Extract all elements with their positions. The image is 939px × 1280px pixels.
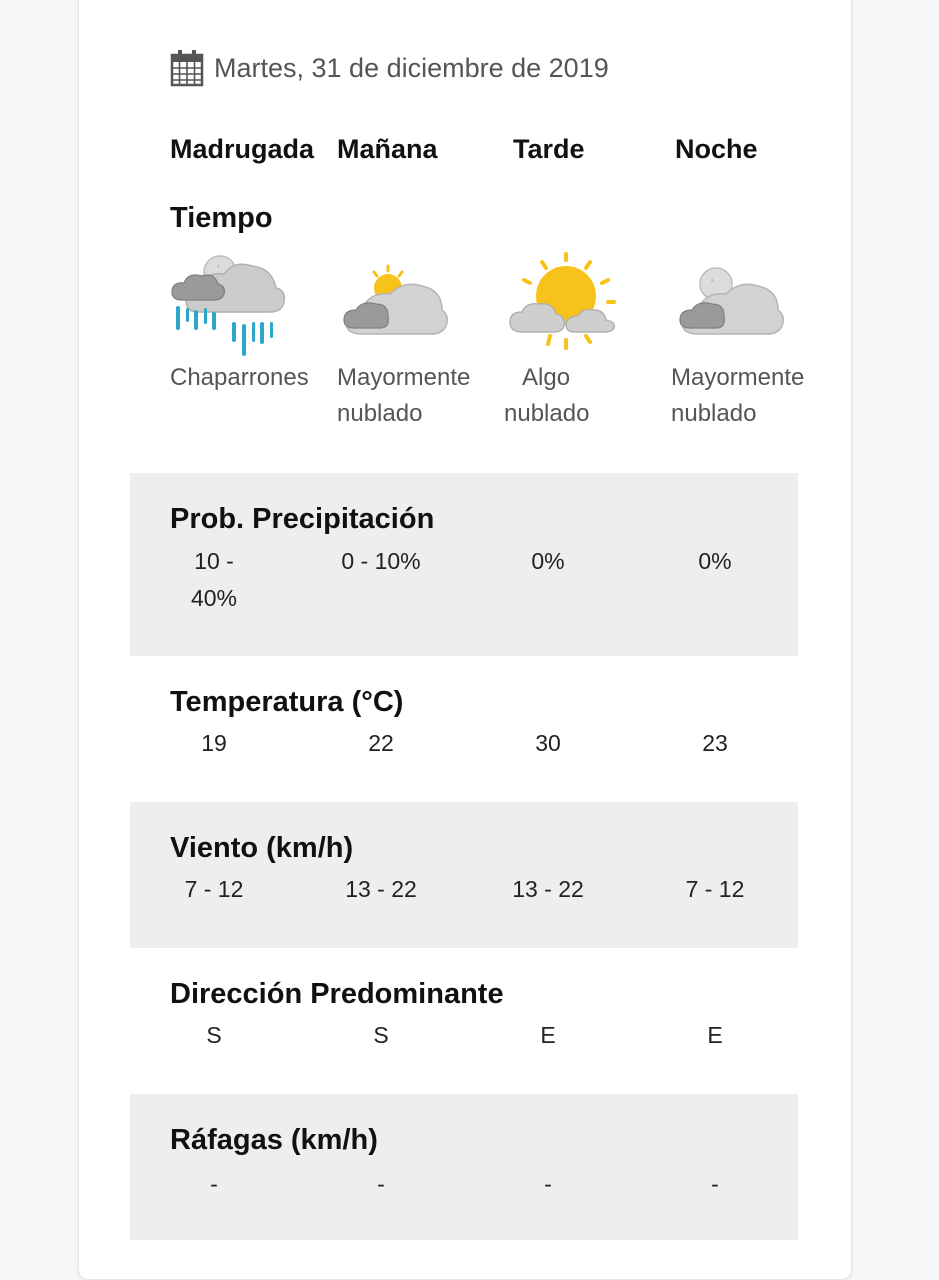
gusts-section <box>130 1094 798 1240</box>
wind-value-manana: 13 - 22 <box>345 876 417 902</box>
weather-label-manana-1: Mayormente <box>337 364 471 391</box>
period-manana: Mañana <box>337 134 438 164</box>
temperature-value-madrugada: 19 <box>201 730 227 756</box>
gusts-value-tarde: - <box>544 1171 552 1197</box>
date-text: Martes, 31 de diciembre de 2019 <box>214 52 609 83</box>
weather-label-noche-1: Mayormente <box>671 364 805 391</box>
precip-section <box>130 473 798 656</box>
wind-value-noche: 7 - 12 <box>685 876 745 902</box>
temperature-value-noche: 23 <box>702 730 728 756</box>
temperature-section <box>130 656 798 802</box>
direction-value-noche: E <box>707 1022 723 1048</box>
period-headers <box>130 134 798 174</box>
direction-section <box>130 948 798 1094</box>
period-tarde: Tarde <box>513 134 585 164</box>
direction-value-tarde: E <box>540 1022 556 1048</box>
temperature-value-tarde: 30 <box>535 730 561 756</box>
weather-title: Tiempo <box>170 202 273 234</box>
weather-label-tarde-1: Algo <box>522 364 571 391</box>
period-madrugada: Madrugada <box>170 134 315 164</box>
precip-value-madrugada-2: 40% <box>190 585 238 611</box>
precip-value-tarde: 0% <box>531 548 565 574</box>
precip-title: Prob. Precipitación <box>170 503 435 535</box>
wind-value-tarde: 13 - 22 <box>512 876 584 902</box>
gusts-title: Ráfagas (km/h) <box>170 1124 378 1156</box>
precip-value-noche: 0% <box>698 548 732 574</box>
wind-section <box>130 802 798 948</box>
gusts-value-madrugada: - <box>210 1171 218 1197</box>
partly-cloudy-day-icon <box>506 250 621 360</box>
weather-label-noche-2: nublado <box>671 400 757 427</box>
weather-label-manana-2: nublado <box>337 400 423 427</box>
wind-value-madrugada: 7 - 12 <box>184 876 244 902</box>
night-showers-icon <box>168 250 288 365</box>
mostly-cloudy-night-icon <box>676 262 786 347</box>
direction-value-manana: S <box>373 1022 389 1048</box>
wind-title: Viento (km/h) <box>170 832 354 864</box>
direction-value-madrugada: S <box>206 1022 222 1048</box>
weather-label-tarde-2: nublado <box>504 400 590 427</box>
precip-value-madrugada-1: 10 - <box>194 548 234 574</box>
gusts-value-noche: - <box>711 1171 719 1197</box>
mostly-cloudy-day-icon <box>340 262 450 347</box>
period-noche: Noche <box>675 134 758 164</box>
precip-value-manana: 0 - 10% <box>341 548 421 574</box>
weather-section <box>130 200 805 470</box>
date-header <box>170 46 609 90</box>
direction-title: Dirección Predominante <box>170 978 504 1010</box>
gusts-value-manana: - <box>377 1171 385 1197</box>
temperature-title: Temperatura (°C) <box>170 686 404 718</box>
weather-label-madrugada: Chaparrones <box>170 364 309 391</box>
calendar-icon <box>170 49 204 87</box>
temperature-value-manana: 22 <box>368 730 394 756</box>
